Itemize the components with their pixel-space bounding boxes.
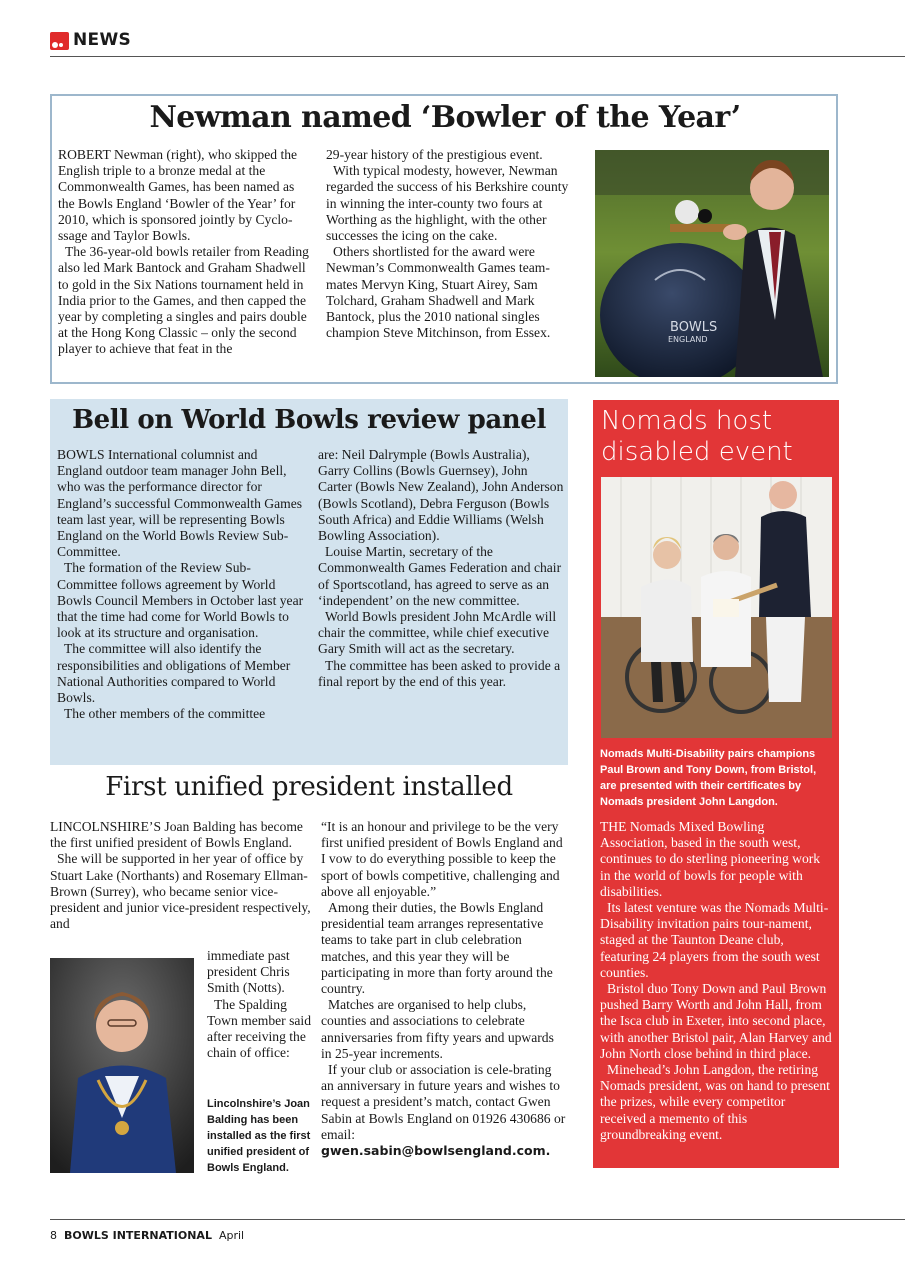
paragraph: The committee will also identify the responsibilities and obligations of Member National Authorities compared to World Bowls. bbox=[57, 641, 291, 706]
paragraph: Others shortlisted for the award were Newman’s Commonwealth Games team-mates Mervyn King, Stuart Airey, Sam Tolchard, Graham Shadwell and Mark Bantock, plus the 2010 national singles champion Steve Mitchinson, from Essex. bbox=[326, 244, 551, 341]
nomads-champions-photo bbox=[601, 477, 832, 738]
paragraph: immediate past president Chris Smith (Notts). bbox=[207, 948, 290, 996]
story-president-col1 bbox=[50, 819, 312, 932]
story-review-panel-col1 bbox=[57, 447, 305, 722]
nomads-title bbox=[601, 406, 836, 468]
story-review-panel-title: Bell on World Bowls review panel bbox=[72, 405, 546, 435]
magazine-name: BOWLS INTERNATIONAL bbox=[64, 1229, 212, 1242]
page-number: 8 bbox=[50, 1229, 57, 1242]
joan-balding-caption: Lincolnshire’s Joan Balding has been installed as the first unified president of Bowls England. bbox=[207, 1098, 311, 1174]
paragraph: “It is an honour and privilege to be the very first unified president of Bowls England and I vow to do everything possible to keep the sport of bowls competitive, challenging and above all enjoyable.” bbox=[321, 819, 563, 899]
contact-email-link[interactable]: gwen.sabin@bowlsengland.com. bbox=[321, 1143, 551, 1159]
paragraph: If your club or association is cele-brating an anniversary in future years and wishes to request a president’s match, contact Gwen Sabin at Bowls England on 01926 430686 or email: bbox=[321, 1062, 566, 1142]
paragraph: 29-year history of the prestigious event. bbox=[326, 147, 543, 162]
page-footer bbox=[50, 1229, 244, 1242]
paragraph: World Bowls president John McArdle will chair the committee, while chief executive Gary Smith will act as the secretary. bbox=[318, 609, 557, 657]
story-bowler-of-year-col2 bbox=[326, 147, 576, 341]
paragraph: The Spalding Town member said after receiving the chain of office: bbox=[207, 996, 311, 1061]
paragraph: With typical modesty, however, Newman regarded the success of his Berkshire county in winning the inter-county two fours at Worthing as the highlight, with the other successes the icing on the cake. bbox=[326, 163, 569, 244]
section-label: NEWS bbox=[73, 30, 132, 50]
story-bowler-of-year-col1 bbox=[58, 147, 314, 358]
paragraph: The 36-year-old bowls retailer from Reading also led Mark Bantock and Graham Shadwell to gold in the Six Nations tournament held in India prior to the Games, and then capped the year by completing a singles and pairs double at the Hong Kong Classic – only the second player to achieve that feat in the bbox=[58, 244, 309, 357]
joan-balding-photo bbox=[50, 958, 194, 1173]
paragraph: She will be supported in her year of office by Stuart Lake (Northants) and Rosemary Ellman-Brown (Surrey), who became senior vice-president and junior vice-president respectively, and bbox=[50, 851, 311, 932]
paragraph: The formation of the Review Sub-Committee follows agreement by World Bowls Council Members in October last year that the time had come for World Bowls to look at its structure and organisation. bbox=[57, 560, 304, 641]
paragraph: are: Neil Dalrymple (Bowls Australia), Garry Collins (Bowls Guernsey), John Carter (Bowls New Zealand), John Anderson (Bowls Scotland), Debra Ferguson (Bowls South Africa) and Eddie Williams (Welsh Bowling Association). bbox=[318, 447, 564, 544]
paragraph: THE Nomads Mixed Bowling Association, based in the south west, continues to do sterling pioneering work in the world of bowls for people with disabilities. bbox=[600, 819, 821, 899]
paragraph: ROBERT Newman (right), who skipped the English triple to a bronze medal at the Commonwealth Games, has been named as the Bowls England ‘Bowler of the Year’ for 2010, which is sponsored jointly by Cyclo-ssage and Taylor Bowls. bbox=[58, 147, 298, 244]
paragraph: Minehead’s John Langdon, the retiring Nomads president, was on hand to present the prizes, while every competitor received a memento of this groundbreaking event. bbox=[600, 1062, 830, 1142]
paragraph: Louise Martin, secretary of the Commonwealth Games Federation and chair of Sportscotland, has agreed to serve as an ‘independent’ on the new committee. bbox=[318, 544, 562, 608]
nomads-title-line2: disabled event bbox=[601, 437, 793, 467]
header-divider bbox=[50, 56, 905, 57]
story-bowler-of-year-title: Newman named ‘Bowler of the Year’ bbox=[149, 100, 741, 135]
bowls-logo-line1: BOWLS bbox=[670, 320, 718, 335]
nomads-caption: Nomads Multi-Disability pairs champions Paul Brown and Tony Down, from Bristol, are presented with their certificates by Nomads president John Langdon. bbox=[600, 748, 817, 808]
footer-divider bbox=[50, 1219, 905, 1220]
paragraph: Bristol duo Tony Down and Paul Brown pushed Barry Worth and John Hall, from the Isca club in Exeter, into second place, with another Bristol pair, Alan Harvey and John North close behind in third place. bbox=[600, 981, 832, 1061]
paragraph: The other members of the committee bbox=[64, 706, 266, 722]
newman-trophy-photo bbox=[595, 150, 829, 377]
paragraph: Matches are organised to help clubs, counties and associations to celebrate anniversaries from fifty years and upwards in 25-year increments. bbox=[321, 997, 554, 1061]
story-review-panel-col2 bbox=[318, 447, 564, 690]
story-president-title: First unified president installed bbox=[105, 772, 513, 802]
nomads-title-line1: Nomads host bbox=[601, 406, 773, 436]
email-line bbox=[321, 1143, 566, 1159]
paragraph: BOWLS International columnist and England outdoor team manager John Bell, who was the performance director for England’s successful Commonwealth Games team last year, will be representing Bowls England on the World Bowls Review Sub-Committee. bbox=[57, 447, 303, 560]
story-president-col1-wrap bbox=[207, 948, 312, 1061]
paragraph: LINCOLNSHIRE’S Joan Balding has become the first unified president of Bowls England. bbox=[50, 819, 303, 851]
nomads-body bbox=[600, 819, 834, 1143]
paragraph: The committee has been asked to provide a final report by the end of this year. bbox=[318, 657, 561, 689]
issue-month: April bbox=[218, 1229, 245, 1242]
paragraph: Its latest venture was the Nomads Multi-Disability invitation pairs tour-nament, staged at the Taunton Deane club, featuring 24 players from the south west counties. bbox=[600, 900, 829, 980]
bowls-logo-line2: ENGLAND bbox=[668, 335, 708, 344]
paragraph: Among their duties, the Bowls England presidential team arranges representative teams to take part in club celebration matches, and this year they will be participating in more than forty around the country. bbox=[321, 900, 553, 997]
news-icon bbox=[50, 32, 69, 50]
story-president-col2 bbox=[321, 819, 566, 1159]
